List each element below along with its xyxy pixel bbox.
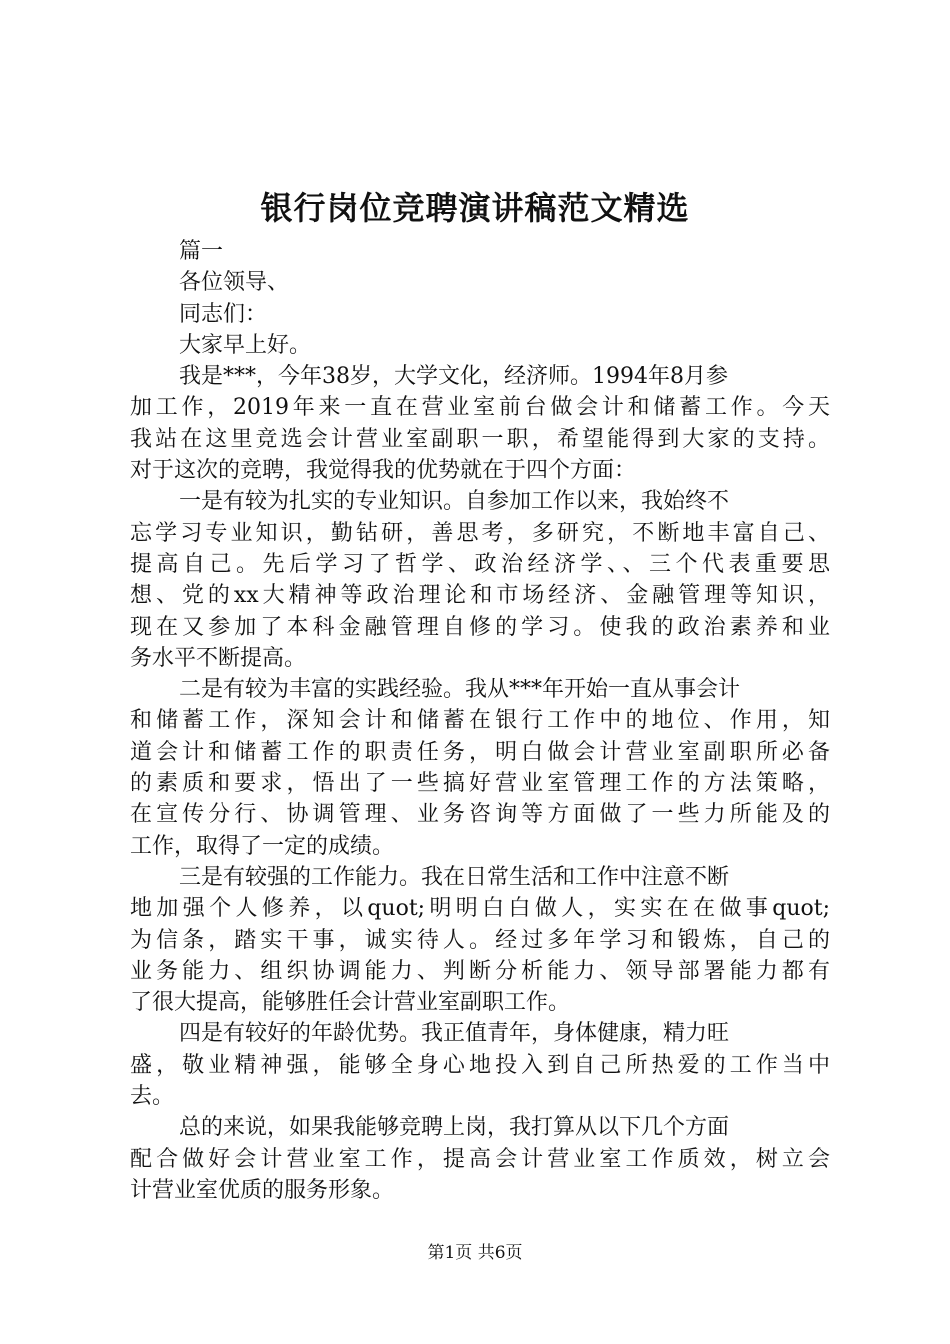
paragraph-line: 的素质和要求，悟出了一些搞好营业室管理工作的方法策略， (130, 771, 830, 797)
paragraph-line: 对于这次的竞聘，我觉得我的优势就在于四个方面： (130, 458, 637, 484)
document-title: 银行岗位竞聘演讲稿范文精选 (260, 189, 690, 227)
paragraph-line: 现在又参加了本科金融管理自修的学习。使我的政治素养和业 (130, 614, 830, 640)
paragraph-line: 我站在这里竞选会计营业室副职一职，希望能得到大家的支持。 (130, 426, 830, 452)
paragraph-line: 想、党的xx大精神等政治理论和市场经济、金融管理等知识， (130, 583, 830, 609)
paragraph-line: 我是***，今年38岁，大学文化，经济师。1994年8月参 (179, 364, 728, 390)
paragraph-line: 地加强个人修养，以quot;明明白白做人，实实在在做事quot; (130, 896, 830, 922)
paragraph-line: 一是有较为扎实的专业知识。自参加工作以来，我始终不 (179, 489, 730, 515)
paragraph-line: 二是有较为丰富的实践经验。我从***年开始一直从事会计 (179, 677, 741, 703)
salutation-line: 同志们： (179, 301, 268, 327)
paragraph-line: 配合做好会计营业室工作，提高会计营业室工作质效，树立会 (130, 1146, 830, 1172)
paragraph-line: 和储蓄工作，深知会计和储蓄在银行工作中的地位、作用，知 (130, 708, 830, 734)
paragraph-line: 加工作，2019年来一直在营业室前台做会计和储蓄工作。今天 (130, 395, 830, 421)
paragraph-line: 在宣传分行、协调管理、业务咨询等方面做了一些力所能及的 (130, 802, 830, 828)
paragraph-line: 提高自己。先后学习了哲学、政治经济学、、三个代表重要思 (130, 551, 830, 577)
paragraph-line: 工作，取得了一定的成绩。 (130, 833, 395, 859)
paragraph-line: 业务能力、组织协调能力、判断分析能力、领导部署能力都有 (130, 958, 830, 984)
paragraph-line: 三是有较强的工作能力。我在日常生活和工作中注意不断 (179, 864, 730, 890)
page-number-footer: 第1页 共6页 (427, 1243, 523, 1263)
paragraph-line: 了很大提高，能够胜任会计营业室副职工作。 (130, 990, 571, 1016)
salutation-line: 各位领导、 (179, 270, 290, 296)
paragraph-line: 忘学习专业知识，勤钻研，善思考，多研究，不断地丰富自己、 (130, 520, 830, 546)
paragraph-line: 务水平不断提高。 (130, 645, 307, 671)
paragraph-line: 去。 (130, 1084, 175, 1110)
paragraph-line: 四是有较好的年龄优势。我正值青年，身体健康，精力旺 (179, 1021, 730, 1047)
paragraph-line: 计营业室优质的服务形象。 (130, 1177, 395, 1203)
greeting-line: 大家早上好。 (179, 332, 312, 358)
section-heading: 篇一 (179, 239, 224, 264)
paragraph-line: 盛，敬业精神强，能够全身心地投入到自己所热爱的工作当中 (130, 1052, 830, 1078)
document-body (130, 236, 830, 1206)
paragraph-line: 为信条，踏实干事，诚实待人。经过多年学习和锻炼，自己的 (130, 927, 830, 953)
paragraph-line: 道会计和储蓄工作的职责任务，明白做会计营业室副职所必备 (130, 739, 830, 765)
paragraph-line: 总的来说，如果我能够竞聘上岗，我打算从以下几个方面 (179, 1115, 730, 1141)
